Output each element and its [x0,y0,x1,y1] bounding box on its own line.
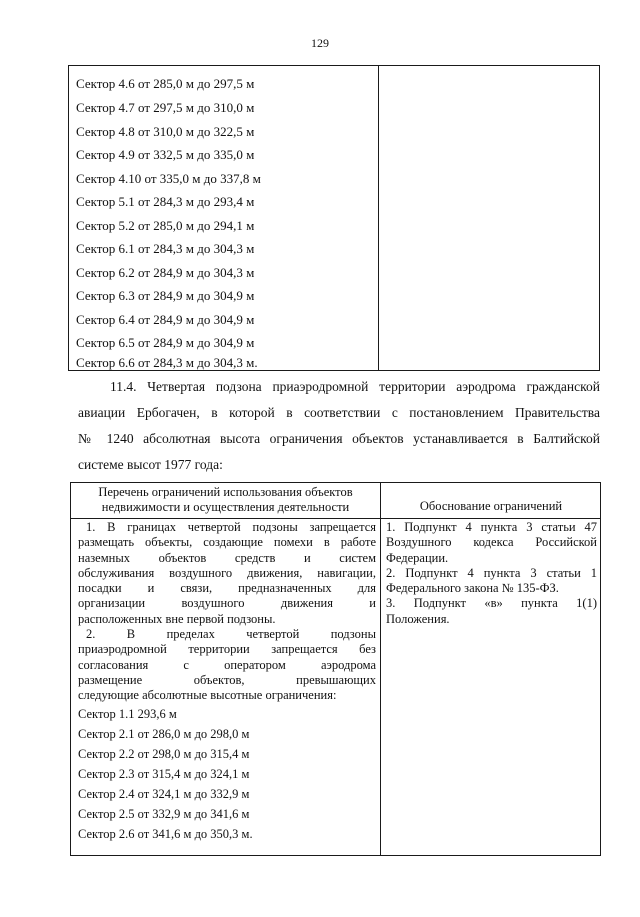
justification-cell [386,520,597,627]
cell-line: Федерации. [386,550,449,565]
restrictions-cell [78,520,376,844]
paragraph-line: 11.4. Четвертая подзона приаэродромной территории аэродрома гражданской [110,379,600,394]
paragraph-line: системе высот 1977 года: [78,457,223,472]
header-line: Перечень ограничений использования объектов [98,485,353,499]
table-row: Сектор 6.6 от 284,3 м до 304,3 м. [76,355,258,370]
cell-line: Воздушного кодекса Российской [386,535,597,550]
section-paragraph [78,374,600,478]
cell-line: 1. Подпункт 4 пункта 3 статьи 47 [386,520,597,534]
table-row: Сектор 4.8 от 310,0 м до 322,5 м [76,124,255,139]
sector-line: Сектор 2.3 от 315,4 м до 324,1 м [78,766,250,781]
table-row: Сектор 6.4 от 284,9 м до 304,9 м [76,312,255,327]
cell-line: согласования с оператором аэродрома [78,657,376,672]
column-divider [378,66,379,370]
table-row: Сектор 6.5 от 284,9 м до 304,9 м [76,335,255,350]
sector-table-continued [68,65,600,371]
cell-line: приаэродромной территории запрещается без [78,642,376,657]
cell-line: 2. В пределах четвертой подзоны [86,627,376,642]
cell-line: размещение объектов, превышающих [78,672,376,687]
header-line: недвижимости и осуществления деятельности [101,500,350,514]
table-row: Сектор 4.7 от 297,5 м до 310,0 м [76,100,255,115]
cell-line: наземных объектов средств и систем [78,550,376,565]
cell-line: следующие абсолютные высотные ограничения: [78,688,337,703]
table-row: Сектор 4.9 от 332,5 м до 335,0 м [76,147,255,162]
cell-line: 2. Подпункт 4 пункта 3 статьи 1 [386,565,597,580]
cell-line: 1. В границах четвертой подзоны запрещается [86,520,376,534]
sector-line: Сектор 2.2 от 298,0 м до 315,4 м [78,746,250,761]
cell-line: размещать объекты, создающие помехи в работе [78,535,376,550]
cell-line: Положения. [386,611,450,626]
column-divider [380,483,381,855]
cell-line: обслуживания воздушного движения, навигации, [78,565,376,580]
sector-line: Сектор 2.5 от 332,9 м до 341,6 м [78,806,250,821]
table-row: Сектор 5.2 от 285,0 м до 294,1 м [76,218,255,233]
table-row: Сектор 6.1 от 284,3 м до 304,3 м [76,241,255,256]
sector-line: Сектор 1.1 293,6 м [78,706,177,721]
cell-line: расположенных вне первой подзоны. [78,611,276,626]
table-row: Сектор 6.3 от 284,9 м до 304,9 м [76,288,255,303]
table-row: Сектор 6.2 от 284,9 м до 304,3 м [76,265,255,280]
paragraph-line: № 1240 абсолютная высота ограничения объектов устанавливается в Балтийской [78,431,600,446]
header-justification: Обоснование ограничений [419,499,563,513]
restrictions-table [70,482,601,856]
page-number: 129 [311,36,329,50]
sector-line: Сектор 2.1 от 286,0 м до 298,0 м [78,726,250,741]
table-row: Сектор 4.10 от 335,0 м до 337,8 м [76,171,261,186]
cell-line: организации воздушного движения и [78,596,376,611]
cell-line: посадки и связи, предназначенных для [78,581,376,596]
sector-line: Сектор 2.4 от 324,1 м до 332,9 м [78,786,250,801]
table-row: Сектор 5.1 от 284,3 м до 293,4 м [76,194,255,209]
cell-line: 3. Подпункт «в» пункта 1(1) [386,596,597,611]
cell-line: Федерального закона № 135-ФЗ. [386,581,559,596]
table-row: Сектор 4.6 от 285,0 м до 297,5 м [76,76,255,91]
header-divider [71,518,600,519]
paragraph-line: авиации Ербогачен, в которой в соответствии с постановлением Правительства [78,405,600,420]
header-restrictions [71,485,380,515]
sector-line: Сектор 2.6 от 341,6 м до 350,3 м. [78,826,253,841]
